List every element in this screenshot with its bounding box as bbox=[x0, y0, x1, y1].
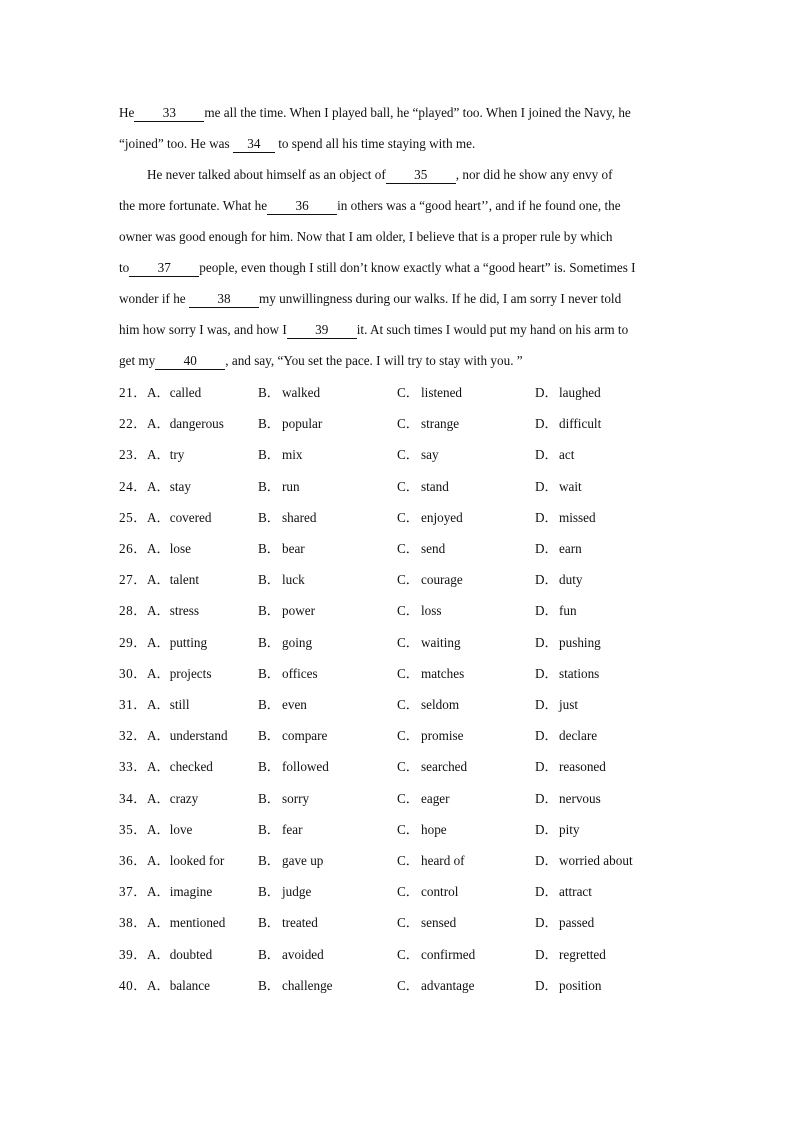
option-text: wait bbox=[559, 478, 582, 494]
option-text: confirmed bbox=[421, 946, 476, 962]
option-letter: D． bbox=[535, 416, 558, 432]
option-c[interactable] bbox=[397, 508, 463, 528]
question-number: 26． bbox=[119, 541, 147, 556]
option-text: sensed bbox=[421, 915, 457, 931]
option-text: A．still bbox=[147, 697, 190, 712]
option-text: advantage bbox=[421, 977, 475, 993]
option-b[interactable] bbox=[258, 695, 307, 715]
option-letter: B． bbox=[258, 385, 280, 400]
option-text: seldom bbox=[421, 697, 460, 712]
question-number: 39． bbox=[119, 946, 147, 962]
option-a[interactable] bbox=[147, 820, 192, 840]
passage-line bbox=[119, 196, 621, 216]
option-c[interactable] bbox=[397, 945, 475, 965]
option-b[interactable] bbox=[258, 789, 309, 809]
option-c[interactable] bbox=[397, 757, 467, 777]
option-text: A．checked bbox=[147, 759, 213, 775]
option-a[interactable] bbox=[147, 539, 191, 559]
question-number: 33． bbox=[119, 759, 147, 775]
option-text: passed bbox=[559, 915, 595, 931]
answer-blank: 33 bbox=[134, 105, 204, 122]
option-d[interactable] bbox=[535, 477, 582, 497]
option-text: compare bbox=[282, 728, 328, 744]
option-letter: D． bbox=[535, 541, 558, 556]
option-c[interactable] bbox=[397, 477, 449, 497]
passage-text: him how sorry I was, and how I bbox=[119, 322, 287, 337]
question-number: 35． bbox=[119, 821, 147, 837]
option-text: eager bbox=[421, 790, 450, 806]
question-number: 34． bbox=[119, 790, 147, 806]
option-text: challenge bbox=[282, 977, 333, 993]
option-letter: B． bbox=[258, 447, 280, 463]
passage-line bbox=[119, 103, 631, 123]
option-a[interactable] bbox=[147, 570, 199, 590]
passage-text: wonder if he bbox=[119, 291, 189, 306]
option-text: listened bbox=[421, 385, 463, 400]
option-d[interactable] bbox=[535, 913, 594, 933]
passage-text: it. At such times I would put my hand on his arm to bbox=[356, 322, 629, 337]
option-d[interactable] bbox=[535, 789, 601, 809]
option-a[interactable] bbox=[147, 414, 224, 434]
option-letter: D． bbox=[535, 447, 558, 463]
option-letter: B． bbox=[258, 665, 280, 681]
option-a[interactable] bbox=[147, 757, 213, 777]
option-d[interactable] bbox=[535, 882, 592, 902]
option-b[interactable] bbox=[258, 820, 303, 840]
question-number: 27． bbox=[119, 572, 147, 588]
option-c[interactable] bbox=[397, 383, 462, 403]
passage-line bbox=[119, 320, 628, 340]
option-letter: B． bbox=[258, 416, 280, 432]
option-letter: D． bbox=[535, 665, 558, 681]
option-d[interactable] bbox=[535, 726, 597, 746]
option-text: stations bbox=[559, 665, 600, 681]
option-a[interactable] bbox=[147, 913, 225, 933]
option-text: judge bbox=[282, 884, 312, 900]
question-number: 30． bbox=[119, 665, 147, 681]
option-a[interactable] bbox=[147, 882, 212, 902]
option-letter: C． bbox=[397, 915, 419, 931]
option-text: A．stay bbox=[147, 478, 191, 494]
option-letter: B． bbox=[258, 572, 280, 588]
option-b[interactable] bbox=[258, 477, 300, 497]
option-a[interactable] bbox=[147, 383, 201, 403]
option-letter: C． bbox=[397, 697, 419, 712]
option-text: loss bbox=[421, 603, 442, 619]
option-text: strange bbox=[421, 416, 460, 432]
option-text: courage bbox=[421, 572, 463, 588]
option-c[interactable] bbox=[397, 976, 474, 996]
option-text: attract bbox=[559, 884, 592, 900]
question-number: 28． bbox=[119, 603, 147, 619]
option-text: popular bbox=[282, 416, 323, 432]
answer-blank: 37 bbox=[129, 260, 199, 277]
option-text: regretted bbox=[559, 946, 606, 962]
option-letter: C． bbox=[397, 728, 419, 744]
option-a[interactable] bbox=[147, 976, 210, 996]
option-b[interactable] bbox=[258, 882, 311, 902]
option-letter: C． bbox=[397, 572, 419, 588]
option-text: say bbox=[421, 447, 439, 463]
option-text: A．try bbox=[147, 447, 185, 463]
passage-text: people, even though I still don’t know exactly what a “good heart” is. Sometimes I bbox=[199, 260, 636, 275]
option-d[interactable] bbox=[535, 757, 606, 777]
option-d[interactable] bbox=[535, 851, 633, 871]
passage-text: the more fortunate. What he bbox=[119, 198, 268, 213]
option-b[interactable] bbox=[258, 383, 320, 403]
option-letter: C． bbox=[397, 634, 419, 650]
passage-line bbox=[147, 165, 613, 185]
option-text: enjoyed bbox=[421, 509, 463, 525]
option-text: stand bbox=[421, 478, 449, 494]
option-text: A．looked for bbox=[147, 853, 225, 868]
option-a[interactable] bbox=[147, 789, 198, 809]
option-letter: C． bbox=[397, 385, 419, 400]
option-b[interactable] bbox=[258, 508, 316, 528]
question-number: 32． bbox=[119, 728, 147, 744]
option-letter: D． bbox=[535, 790, 558, 806]
option-letter: C． bbox=[397, 759, 419, 775]
option-d[interactable] bbox=[535, 976, 602, 996]
option-b[interactable] bbox=[258, 601, 315, 621]
option-letter: D． bbox=[535, 634, 558, 650]
option-text: shared bbox=[282, 509, 317, 525]
option-c[interactable] bbox=[397, 726, 464, 746]
question-number: 21． bbox=[119, 385, 147, 400]
option-c[interactable] bbox=[397, 820, 447, 840]
answer-blank: 36 bbox=[267, 198, 337, 215]
passage-text: owner was good enough for him. Now that I am older, I believe that is a proper rule by which bbox=[119, 229, 613, 244]
option-text: heard of bbox=[421, 853, 465, 868]
option-text: mix bbox=[282, 447, 303, 463]
passage-line bbox=[119, 134, 475, 154]
passage-text: “joined” too. He was bbox=[119, 136, 233, 151]
option-letter: D． bbox=[535, 728, 558, 744]
option-text: position bbox=[559, 977, 602, 993]
option-c[interactable] bbox=[397, 539, 445, 559]
option-d[interactable] bbox=[535, 383, 601, 403]
option-letter: B． bbox=[258, 915, 280, 931]
question-number: 24． bbox=[119, 478, 147, 494]
option-letter: C． bbox=[397, 946, 419, 962]
option-a[interactable] bbox=[147, 695, 190, 715]
option-text: treated bbox=[282, 915, 318, 931]
option-letter: C． bbox=[397, 416, 419, 432]
option-d[interactable] bbox=[535, 601, 577, 621]
passage-text: , and say, “You set the pace. I will try to stay with you. ” bbox=[225, 353, 523, 368]
option-c[interactable] bbox=[397, 633, 461, 653]
option-c[interactable] bbox=[397, 445, 439, 465]
answer-blank: 39 bbox=[287, 322, 357, 339]
option-letter: B． bbox=[258, 634, 280, 650]
option-letter: B． bbox=[258, 541, 280, 556]
option-text: gave up bbox=[282, 853, 324, 868]
option-b[interactable] bbox=[258, 664, 318, 684]
question-number: 37． bbox=[119, 884, 147, 900]
option-text: reasoned bbox=[559, 759, 606, 775]
question-number: 22． bbox=[119, 416, 147, 432]
option-a[interactable] bbox=[147, 726, 228, 746]
option-b[interactable] bbox=[258, 913, 318, 933]
option-letter: C． bbox=[397, 603, 419, 619]
passage-text: He bbox=[119, 105, 135, 120]
option-text: send bbox=[421, 541, 446, 556]
option-text: A．covered bbox=[147, 509, 212, 525]
option-c[interactable] bbox=[397, 695, 459, 715]
option-text: difficult bbox=[559, 416, 602, 432]
option-text: laughed bbox=[559, 385, 601, 400]
question-number: 25． bbox=[119, 509, 147, 525]
option-text: walked bbox=[282, 385, 321, 400]
option-text: power bbox=[282, 603, 315, 619]
option-text: A．stress bbox=[147, 603, 200, 619]
option-a[interactable] bbox=[147, 508, 211, 528]
option-letter: C． bbox=[397, 790, 419, 806]
option-text: followed bbox=[282, 759, 329, 775]
option-text: act bbox=[559, 447, 575, 463]
passage-text: to spend all his time staying with me. bbox=[274, 136, 476, 151]
passage-text: me all the time. When I played ball, he “played” too. When I joined the Navy, he bbox=[204, 105, 631, 120]
option-letter: D． bbox=[535, 572, 558, 588]
option-text: A．lose bbox=[147, 541, 191, 556]
option-letter: B． bbox=[258, 728, 280, 744]
option-c[interactable] bbox=[397, 913, 456, 933]
question-number: 40． bbox=[119, 977, 147, 993]
option-a[interactable] bbox=[147, 851, 224, 871]
option-text: earn bbox=[559, 541, 582, 556]
option-text: A．crazy bbox=[147, 790, 199, 806]
option-letter: C． bbox=[397, 509, 419, 525]
option-c[interactable] bbox=[397, 570, 463, 590]
option-d[interactable] bbox=[535, 414, 601, 434]
option-text: hope bbox=[421, 821, 447, 837]
option-text: offices bbox=[282, 665, 318, 681]
passage-text: , nor did he show any envy of bbox=[455, 167, 613, 182]
option-letter: C． bbox=[397, 853, 419, 868]
option-letter: D． bbox=[535, 977, 558, 993]
passage-text: in others was a “good heart’’, and if he found one, the bbox=[337, 198, 621, 213]
option-a[interactable] bbox=[147, 633, 207, 653]
option-text: declare bbox=[559, 728, 598, 744]
option-text: worried about bbox=[559, 853, 633, 868]
option-text: matches bbox=[421, 665, 465, 681]
option-text: sorry bbox=[282, 790, 310, 806]
option-c[interactable] bbox=[397, 601, 442, 621]
option-text: A．putting bbox=[147, 634, 208, 650]
option-letter: B． bbox=[258, 759, 280, 775]
passage-text: He never talked about himself as an object of bbox=[147, 167, 386, 182]
option-letter: B． bbox=[258, 478, 280, 494]
option-text: A．balance bbox=[147, 977, 210, 993]
option-text: promise bbox=[421, 728, 464, 744]
option-letter: C． bbox=[397, 884, 419, 900]
option-d[interactable] bbox=[535, 570, 582, 590]
option-letter: B． bbox=[258, 821, 280, 837]
option-b[interactable] bbox=[258, 539, 305, 559]
option-text: nervous bbox=[559, 790, 601, 806]
option-d[interactable] bbox=[535, 820, 580, 840]
option-text: A．mentioned bbox=[147, 915, 226, 931]
option-letter: D． bbox=[535, 603, 558, 619]
answer-blank: 34 bbox=[233, 136, 275, 153]
answer-blank: 35 bbox=[386, 167, 456, 184]
option-c[interactable] bbox=[397, 789, 450, 809]
answer-blank: 38 bbox=[189, 291, 259, 308]
option-text: A．projects bbox=[147, 665, 212, 681]
option-b[interactable] bbox=[258, 945, 324, 965]
option-d[interactable] bbox=[535, 445, 574, 465]
option-text: A．called bbox=[147, 385, 202, 400]
option-letter: D． bbox=[535, 478, 558, 494]
option-text: avoided bbox=[282, 946, 324, 962]
option-b[interactable] bbox=[258, 414, 322, 434]
option-letter: D． bbox=[535, 385, 558, 400]
option-text: A．doubted bbox=[147, 946, 213, 962]
question-number: 36． bbox=[119, 853, 147, 868]
option-d[interactable] bbox=[535, 508, 596, 528]
option-text: pushing bbox=[559, 634, 601, 650]
answer-blank: 40 bbox=[155, 353, 225, 370]
passage-line bbox=[119, 258, 636, 278]
option-d[interactable] bbox=[535, 664, 599, 684]
option-text: searched bbox=[421, 759, 468, 775]
passage-line bbox=[119, 289, 621, 309]
option-text: run bbox=[282, 478, 300, 494]
passage-line bbox=[119, 227, 613, 247]
option-text: even bbox=[282, 697, 307, 712]
question-number: 29． bbox=[119, 634, 147, 650]
option-text: duty bbox=[559, 572, 583, 588]
option-c[interactable] bbox=[397, 664, 464, 684]
question-number: 38． bbox=[119, 915, 147, 931]
option-letter: D． bbox=[535, 509, 558, 525]
option-b[interactable] bbox=[258, 570, 305, 590]
option-letter: B． bbox=[258, 884, 280, 900]
option-letter: B． bbox=[258, 509, 280, 525]
option-text: missed bbox=[559, 509, 596, 525]
option-text: A．love bbox=[147, 821, 193, 837]
option-b[interactable] bbox=[258, 445, 303, 465]
option-d[interactable] bbox=[535, 539, 582, 559]
option-c[interactable] bbox=[397, 414, 459, 434]
passage-text: to bbox=[119, 260, 130, 275]
option-letter: D． bbox=[535, 915, 558, 931]
option-text: bear bbox=[282, 541, 305, 556]
option-d[interactable] bbox=[535, 695, 578, 715]
option-letter: D． bbox=[535, 946, 558, 962]
option-b[interactable] bbox=[258, 633, 312, 653]
option-text: going bbox=[282, 634, 313, 650]
option-letter: D． bbox=[535, 853, 558, 868]
option-letter: D． bbox=[535, 821, 558, 837]
option-text: fun bbox=[559, 603, 577, 619]
option-d[interactable] bbox=[535, 633, 601, 653]
option-text: A．imagine bbox=[147, 884, 213, 900]
question-number: 23． bbox=[119, 447, 147, 463]
option-letter: C． bbox=[397, 478, 419, 494]
option-text: just bbox=[559, 697, 579, 712]
option-letter: C． bbox=[397, 541, 419, 556]
option-letter: B． bbox=[258, 790, 280, 806]
option-a[interactable] bbox=[147, 445, 184, 465]
option-text: fear bbox=[282, 821, 303, 837]
option-a[interactable] bbox=[147, 601, 199, 621]
option-letter: B． bbox=[258, 946, 280, 962]
option-b[interactable] bbox=[258, 851, 323, 871]
option-a[interactable] bbox=[147, 945, 212, 965]
option-text: luck bbox=[282, 572, 305, 588]
option-a[interactable] bbox=[147, 477, 191, 497]
passage-text: my unwillingness during our walks. If he did, I am sorry I never told bbox=[258, 291, 622, 306]
option-text: A．dangerous bbox=[147, 416, 224, 432]
option-letter: D． bbox=[535, 697, 558, 712]
passage-line bbox=[119, 351, 523, 371]
option-text: A．talent bbox=[147, 572, 200, 588]
option-text: A．understand bbox=[147, 728, 228, 744]
option-letter: C． bbox=[397, 977, 419, 993]
option-letter: B． bbox=[258, 603, 280, 619]
option-text: pity bbox=[559, 821, 580, 837]
option-letter: B． bbox=[258, 853, 280, 868]
option-letter: D． bbox=[535, 759, 558, 775]
option-letter: C． bbox=[397, 665, 419, 681]
option-a[interactable] bbox=[147, 664, 211, 684]
question-number: 31． bbox=[119, 697, 147, 712]
option-letter: D． bbox=[535, 884, 558, 900]
option-letter: C． bbox=[397, 447, 419, 463]
option-b[interactable] bbox=[258, 757, 329, 777]
option-d[interactable] bbox=[535, 945, 606, 965]
option-c[interactable] bbox=[397, 882, 458, 902]
option-text: control bbox=[421, 884, 459, 900]
option-text: waiting bbox=[421, 634, 461, 650]
option-letter: B． bbox=[258, 977, 280, 993]
passage-text: get my bbox=[119, 353, 156, 368]
option-letter: C． bbox=[397, 821, 419, 837]
option-letter: B． bbox=[258, 697, 280, 712]
option-b[interactable] bbox=[258, 976, 333, 996]
option-c[interactable] bbox=[397, 851, 465, 871]
option-b[interactable] bbox=[258, 726, 327, 746]
